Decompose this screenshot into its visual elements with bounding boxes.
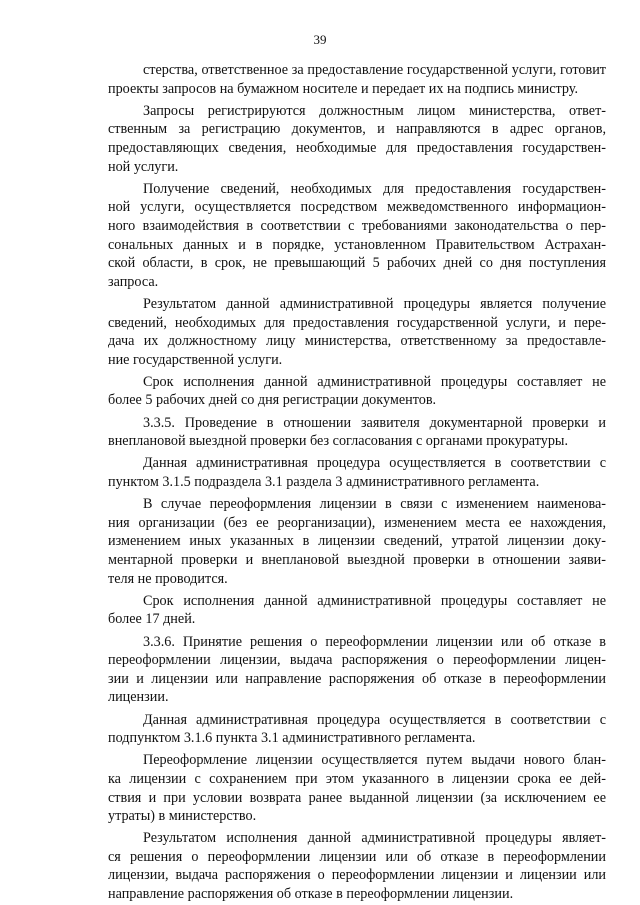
text-line: ной услуги, осуществляется посредством межведомственного информацион- (108, 199, 606, 216)
text-line: Результатом исполнения данной административной процедуры являет- (143, 830, 606, 847)
text-line: предоставляющих сведения, необходимые для предоставления государствен- (108, 139, 606, 156)
text-line: сональных данных и в порядке, установленном Правительством Астрахан- (108, 236, 606, 253)
text-line: лицензии. (108, 689, 169, 706)
text-line: Данная административная процедура осуществляется в соответствии с (143, 711, 606, 728)
text-line: ка лицензии с сохранением при этом указанного в лицензии срока ее дей- (108, 770, 606, 787)
text-line: утраты) в министерство. (108, 808, 257, 825)
text-line: Данная административная процедура осуществляется в соответствии с (143, 455, 606, 472)
text-line: ния организации (без ее реорганизации), изменением места ее нахождения, (108, 514, 606, 531)
text-line: ственным за регистрацию документов, и направляются в адрес органов, (108, 121, 606, 138)
text-line: 3.3.5. Проведение в отношении заявителя документарной проверки и (143, 414, 606, 431)
paragraph (108, 751, 606, 825)
paragraph (108, 454, 606, 491)
text-line: ние государственной услуги. (108, 351, 283, 368)
page-number: 39 (313, 32, 327, 47)
text-line: более 5 рабочих дней со дня регистрации документов. (108, 392, 437, 409)
text-line: проекты запросов на бумажном носителе и передает их на подпись министру. (108, 80, 579, 97)
paragraph (108, 295, 606, 369)
text-line: дача их должностному лицу министерства, ответственному за предоставле- (108, 333, 606, 350)
text-line: направление распоряжения об отказе в переоформлении лицензии. (108, 886, 514, 903)
text-line: ного взаимодействия в соответствии с требованиями законодательства о пер- (108, 217, 606, 234)
text-line: Получение сведений, необходимых для предоставления государствен- (143, 180, 606, 197)
text-line: ствия и при условии возврата ранее выданной лицензии (за исключением ее (108, 789, 606, 806)
text-line: запроса. (108, 273, 159, 290)
text-line: Переоформление лицензии осуществляется путем выдачи нового блан- (143, 752, 606, 769)
paragraph (108, 592, 606, 629)
text-line: сведений, необходимых для предоставления государственной услуги, и пере- (108, 314, 606, 331)
text-line: ской области, в срок, не превышающий 5 рабочих дней со дня поступления (108, 255, 606, 272)
paragraph (108, 414, 606, 451)
text-line: переоформлении лицензии, выдача распоряжения о переоформлении лицен- (108, 652, 606, 669)
paragraph (108, 829, 606, 903)
text-line: ся решения о переоформлении лицензии или об отказе в переоформлении (108, 848, 606, 865)
paragraph (108, 711, 606, 748)
text-line: лицензии, выдача распоряжения о переоформлении лицензии и лицензии или (108, 867, 606, 884)
text-line: стерства, ответственное за предоставление государственной услуги, готовит (143, 62, 606, 78)
paragraph (108, 180, 606, 292)
document-body (108, 61, 606, 904)
text-line: ной услуги. (108, 158, 179, 175)
text-line: зии и лицензии или направление распоряжения об отказе в переоформлении (108, 670, 606, 687)
paragraph (108, 373, 606, 410)
text-line: подпунктом 3.1.6 пункта 3.1 административного регламента. (108, 730, 476, 747)
text-line: Срок исполнения данной административной процедуры составляет не (143, 592, 606, 609)
paragraph (108, 633, 606, 707)
text-line: Результатом данной административной процедуры является получение (143, 295, 606, 312)
paragraph (108, 495, 606, 588)
text-line: внеплановой выездной проверки без согласования с органами прокуратуры. (108, 433, 568, 450)
paragraph (108, 102, 606, 176)
paragraph (108, 61, 606, 98)
text-line: изменением иных указанных в лицензии сведений, утратой лицензии доку- (108, 533, 606, 550)
text-line: теля не проводится. (108, 570, 228, 587)
text-line: Запросы регистрируются должностным лицом министерства, ответ- (143, 102, 606, 119)
text-line: более 17 дней. (108, 611, 196, 628)
text-line: 3.3.6. Принятие решения о переоформлении лицензии или об отказе в (143, 633, 606, 650)
text-line: пунктом 3.1.5 подраздела 3.1 раздела 3 административного регламента. (108, 474, 540, 491)
text-line: В случае переоформления лицензии в связи с изменением наименова- (143, 496, 606, 513)
text-line: ментарной проверки и внеплановой выездной проверки в отношении заяви- (108, 552, 606, 568)
text-line: Срок исполнения данной административной процедуры составляет не (143, 373, 606, 390)
